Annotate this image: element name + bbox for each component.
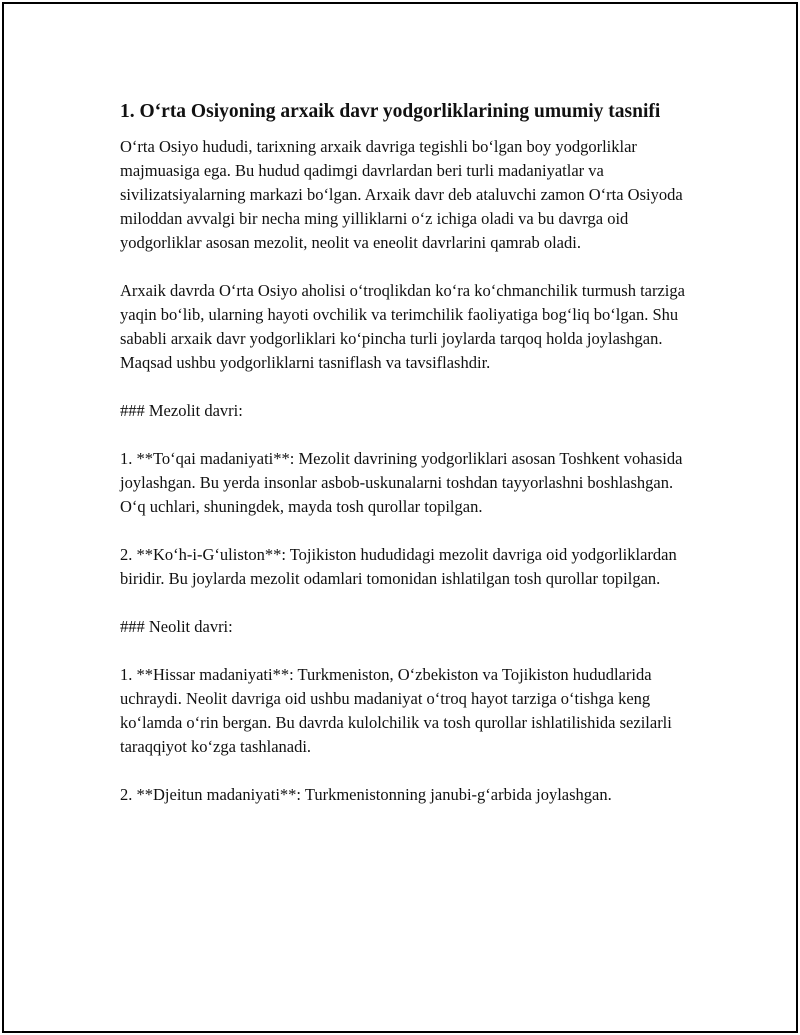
document-title: 1. Oʻrta Osiyoning arxaik davr yodgorliklarining umumiy tasnifi xyxy=(120,101,661,122)
list-item-hissar: 1. **Hissar madaniyati**: Turkmeniston, Oʻzbekiston va Tojikiston hududlarida uchraydi. Neolit davriga oid ushbu madaniyat oʻtroq hayot tarziga oʻtishga keng koʻlamda oʻrin bergan. Bu davrda kulolchilik va tosh qurollar ishlatilishida sezilarli taraqqiyot koʻzga tashlanadi. xyxy=(120,665,672,756)
paragraph-archaic-lifestyle: Arxaik davrda Oʻrta Osiyo aholisi oʻtroqlikdan koʻra koʻchmanchilik turmush tarziga yaqin boʻlib, ularning hayoti ovchilik va terimchilik faoliyatiga bogʻliq boʻlgan. Shu sababli arxaik davr yodgorliklari koʻpincha turli joylarda tarqoq holda joylashgan. Maqsad ushbu yodgorliklarni tasniflash va tavsiflashdir. xyxy=(120,281,685,372)
list-item-koh-i-guliston: 2. **Koʻh-i-Gʻuliston**: Tojikiston hududidagi mezolit davriga oid yodgorliklardan biridir. Bu joylarda mezolit odamlari tomonidan ishlatilgan tosh qurollar topilgan. xyxy=(120,545,677,588)
heading-mesolithic: ### Mezolit davri: xyxy=(120,401,243,420)
document-body xyxy=(120,99,690,831)
list-item-toqai: 1. **Toʻqai madaniyati**: Mezolit davrining yodgorliklari asosan Toshkent vohasida joylashgan. Bu yerda insonlar asbob-uskunalarni toshdan tayyorlashni boshlashgan. Oʻq uchlari, shuningdek, mayda tosh qurollar topilgan. xyxy=(120,449,683,516)
document-page xyxy=(2,2,798,1033)
heading-neolithic: ### Neolit davri: xyxy=(120,617,233,636)
list-item-djeitun: 2. **Djeitun madaniyati**: Turkmenistonning janubi-gʻarbida joylashgan. xyxy=(120,785,612,804)
paragraph-intro: Oʻrta Osiyo hududi, tarixning arxaik davriga tegishli boʻlgan boy yodgorliklar majmuasiga ega. Bu hudud qadimgi davrlardan beri turli madaniyatlar va sivilizatsiyalarning markazi boʻlgan. Arxaik davr deb ataluvchi zamon Oʻrta Osiyoda miloddan avvalgi bir necha ming yilliklarni oʻz ichiga oladi va bu davrga oid yodgorliklar asosan mezolit, neolit va eneolit davrlarini qamrab oladi. xyxy=(120,137,683,252)
